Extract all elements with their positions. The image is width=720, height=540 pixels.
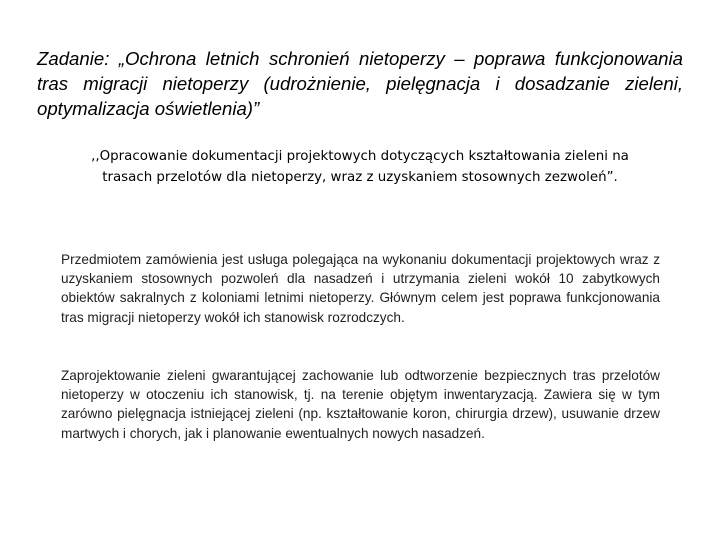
paragraph-scope: Przedmiotem zamówienia jest usługa polegająca na wykonaniu dokumentacji projektowych wraz z uzyskaniem stosownych pozwoleń dla nasadzeń i utrzymania zieleni wokół 10 zabytkowych obiektów sakralnych z koloniami letnimi nietoperzy. Głównym celem jest poprawa funkcjonowania tras migracji nietoperzy wokół ich stanowisk rozrodczych. [61,252,660,325]
paragraph-design: Zaprojektowanie zieleni gwarantującej zachowanie lub odtworzenie bezpiecznych tras przelotów nietoperzy w otoczeniu ich stanowisk, tj. na terenie objętym inwentaryzacją. Zawiera się w tym zarówno pielęgnacja istniejącej zieleni (np. kształtowanie koron, chirurgia drzew), usuwanie drzew martwych i chorych, jak i planowanie ewentualnych nowych nasadzeń. [61,368,660,441]
task-title: Zadanie: „Ochrona letnich schronień nietoperzy – poprawa funkcjonowania tras migracji nietoperzy (udrożnienie, pielęgnacja i dosadzanie zieleni, optymalizacja oświetlenia)” [37,48,683,119]
subtitle: ,,Opracowanie dokumentacji projektowych dotyczących kształtowania zieleni na trasach przelotów dla nietoperzy, wraz z uzyskaniem stosownych zezwoleń”. [91,149,629,185]
